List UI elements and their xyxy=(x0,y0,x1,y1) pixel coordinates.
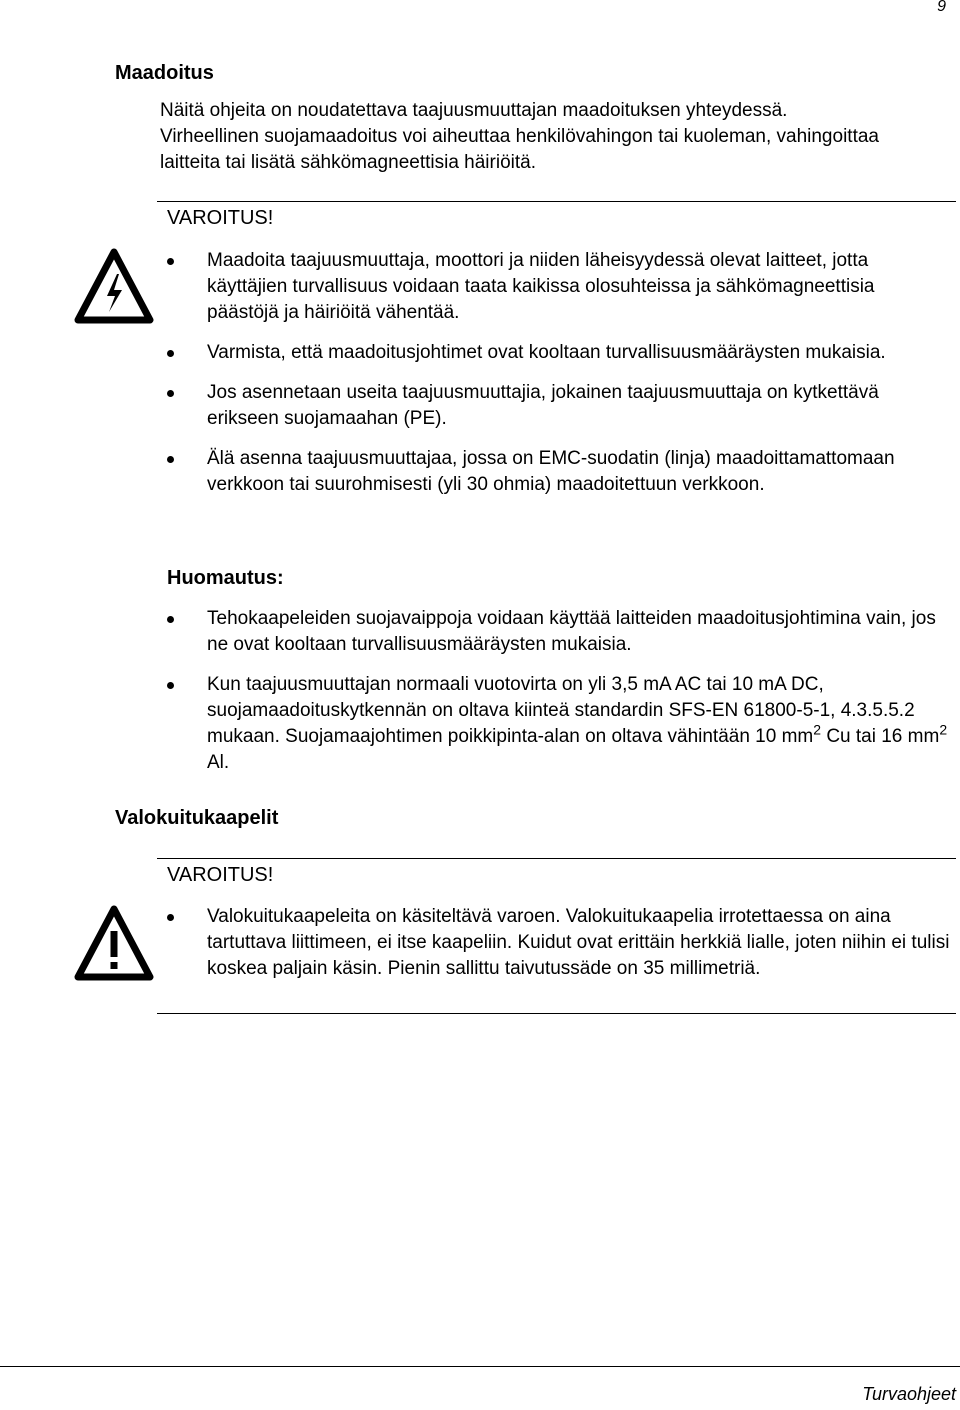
electrical-hazard-icon xyxy=(74,248,154,329)
note-text-part: Cu tai 16 mm xyxy=(821,726,940,747)
grounding-note-list xyxy=(160,606,950,790)
list-item xyxy=(160,904,950,982)
note-text-part: Kun taajuusmuuttajan normaali vuotovirta on yli 3,5 mA AC tai 10 mA DC, suojamaadoituskytkennän on oltava kiinteä standardin SFS-EN 61800-5-1, 4.3.5.5.2 mukaan. Suojamaajohtimen poikkipinta-alan on oltava vähintään 10 mm xyxy=(207,674,915,747)
bullet-icon xyxy=(167,682,174,689)
list-item xyxy=(160,672,950,776)
list-item xyxy=(160,380,950,432)
superscript: 2 xyxy=(813,721,822,738)
list-item-text: Maadoita taajuusmuuttaja, moottori ja niiden läheisyydessä olevat laitteet, jotta käyttäjien turvallisuus voidaan taata kaikissa olosuhteissa ja sähkömagneettisia päästöjä ja häiriöitä vähentää. xyxy=(207,250,875,323)
list-item-text: Tehokaapeleiden suojavaippoja voidaan käyttää laitteiden maadoitusjohtimina vain, jos ne ovat kooltaan turvallisuusmääräysten mukaisia. xyxy=(207,608,936,655)
list-item xyxy=(160,248,950,326)
fiber-warning-list xyxy=(160,904,950,996)
list-item-text: Älä asenna taajuusmuuttajaa, jossa on EMC-suodatin (linja) maadoittamattomaan verkkoon tai suurohmisesti (yli 30 ohmia) maadoitettuun verkkoon. xyxy=(207,448,895,495)
note-text-part: Al. xyxy=(207,752,230,773)
warning-divider xyxy=(157,201,956,202)
note-label: Huomautus: xyxy=(167,567,284,589)
grounding-intro: Näitä ohjeita on noudatettava taajuusmuuttajan maadoituksen yhteydessä. Virheellinen suojamaadoitus voi aiheuttaa henkilövahingon tai kuoleman, vahingoittaa laitteita tai lisätä sähkömagneettisia häiriöitä. xyxy=(160,100,879,173)
bullet-icon xyxy=(167,258,174,265)
page-number: 9 xyxy=(937,0,946,15)
bullet-icon xyxy=(167,350,174,357)
list-item-text: Valokuitukaapeleita on käsiteltävä varoen. Valokuitukaapelia irrotettaessa on aina tartuttava liittimeen, ei itse kaapeliin. Kuidut ovat erittäin herkkiä lialle, joten niihin ei tulisi koskea paljain käsin. Pienin sallittu taivutussäde on 35 millimetriä. xyxy=(207,906,950,979)
list-item-text: Jos asennetaan useita taajuusmuuttajia, jokainen taajuusmuuttaja on kytkettävä erikseen suojamaahan (PE). xyxy=(207,382,879,429)
bullet-icon xyxy=(167,456,174,463)
grounding-warning-list xyxy=(160,248,950,512)
bullet-icon xyxy=(167,616,174,623)
warning-divider xyxy=(157,1013,956,1014)
list-item xyxy=(160,606,950,658)
section-heading-fiber: Valokuitukaapelit xyxy=(115,807,279,829)
footer-title: Turvaohjeet xyxy=(862,1384,956,1404)
list-item xyxy=(160,446,950,498)
bullet-icon xyxy=(167,390,174,397)
warning-label: VAROITUS! xyxy=(167,207,274,229)
list-item-text: Varmista, että maadoitusjohtimet ovat kooltaan turvallisuusmääräysten mukaisia. xyxy=(207,342,886,363)
section-heading-grounding: Maadoitus xyxy=(115,62,214,84)
general-warning-icon xyxy=(74,905,154,986)
footer-divider xyxy=(0,1366,960,1367)
superscript: 2 xyxy=(939,721,948,738)
warning-label: VAROITUS! xyxy=(167,864,274,886)
list-item-text xyxy=(207,674,947,773)
bullet-icon xyxy=(167,914,174,921)
warning-divider xyxy=(157,858,956,859)
list-item xyxy=(160,340,950,366)
